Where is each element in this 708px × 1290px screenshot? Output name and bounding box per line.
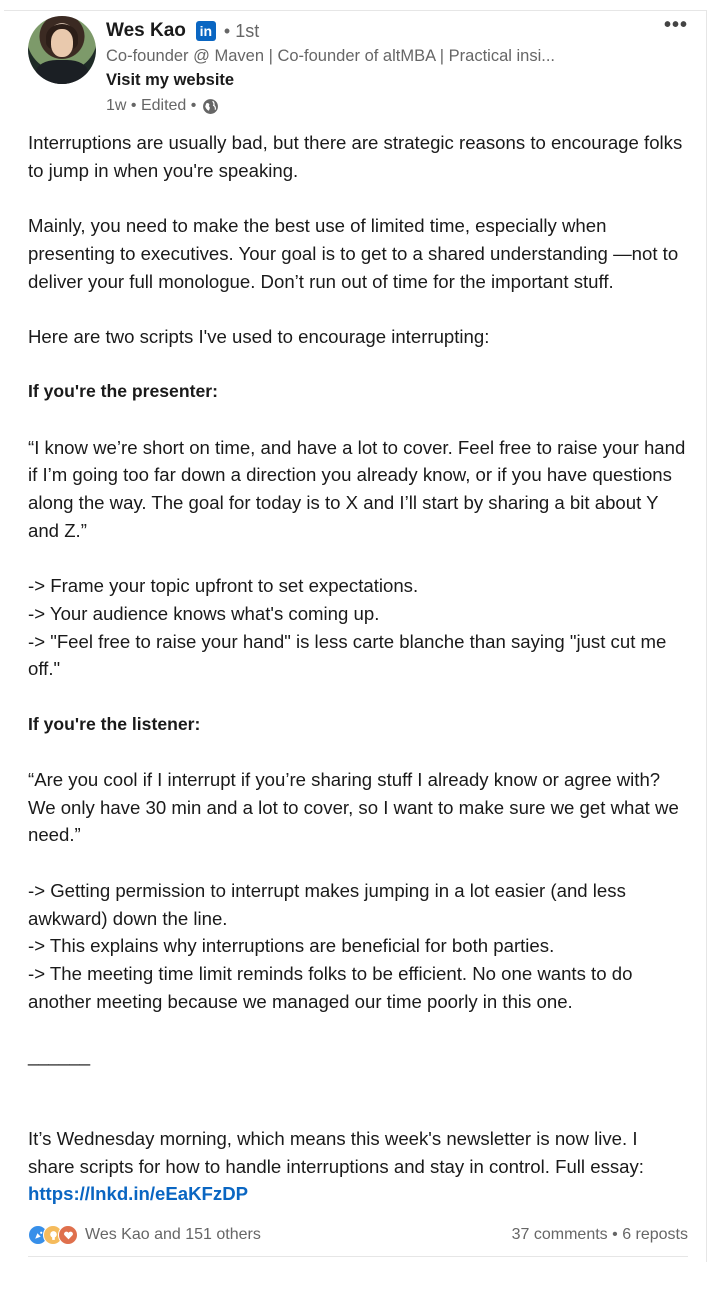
author-name-row	[106, 18, 666, 44]
post-paragraph: Here are two scripts I've used to encourage interrupting:	[28, 325, 490, 347]
globe-icon	[202, 98, 219, 115]
list-item: -> This explains why interruptions are beneficial for both parties.	[28, 935, 555, 957]
more-options-icon[interactable]: •••	[663, 14, 688, 36]
list-item: -> Getting permission to interrupt makes jumping in a lot easier (and less awkward) down the line.	[28, 879, 626, 929]
list-item: -> Frame your topic upfront to set expectations.	[28, 575, 419, 597]
outro-text: It’s Wednesday morning, which means this week's newsletter is now live. I share scripts for how to handle interruptions and stay in control. Full essay:	[28, 1128, 644, 1177]
visit-website-link[interactable]: Visit my website	[106, 71, 235, 89]
presenter-heading: If you're the presenter:	[28, 381, 218, 402]
list-item: -> The meeting time limit reminds folks to be efficient. No one wants to do another meeting because we managed our time poorly in this one.	[28, 962, 633, 1012]
post-time: 1w • Edited •	[106, 97, 197, 114]
post-body	[28, 129, 688, 1236]
reposts-count[interactable]: 6 reposts	[622, 1226, 688, 1243]
divider: ______	[28, 1045, 91, 1067]
essay-link[interactable]: https://lnkd.in/eEaKFzDP	[28, 1183, 249, 1205]
comments-count[interactable]: 37 comments	[511, 1226, 608, 1243]
listener-heading: If you're the listener:	[28, 713, 201, 734]
listener-script: “Are you cool if I interrupt if you’re sharing stuff I already know or agree with? We only have 30 min and a lot to cover, so I want to make sure we get what we need.”	[28, 769, 679, 846]
social-counts	[28, 1222, 688, 1248]
post-paragraph: Mainly, you need to make the best use of limited time, especially when presenting to executives. Your goal is to get to a shared understanding —not to deliver your full monologue. Don’t run out of time for the important stuff.	[28, 215, 679, 292]
presenter-script: “I know we’re short on time, and have a lot to cover. Feel free to raise your hand if I’m going too far down a direction you already know, or if you have questions along the way. The goal for today is to X and I’ll start by sharing a bit about Y and Z.”	[28, 436, 686, 541]
author-name[interactable]: Wes Kao	[106, 20, 186, 41]
list-item: -> Your audience knows what's coming up.	[28, 602, 380, 624]
engagement-counts	[512, 1226, 688, 1244]
author-meta	[106, 18, 666, 119]
author-headline: Co-founder @ Maven | Co-founder of altMBA | Practical insi...	[106, 47, 556, 65]
love-icon	[58, 1225, 78, 1245]
separator: •	[612, 1226, 618, 1243]
avatar-shirt	[36, 60, 88, 84]
avatar-face	[51, 29, 73, 57]
avatar[interactable]	[28, 16, 96, 84]
list-item: -> "Feel free to raise your hand" is less carte blanche than saying "just cut me off."	[28, 630, 667, 680]
listener-points	[28, 877, 688, 1016]
post-paragraph: Interruptions are usually bad, but there are strategic reasons to encourage folks to jump in when you're speaking.	[28, 132, 683, 181]
post-time-row	[106, 93, 666, 119]
reaction-count: Wes Kao and 151 others	[85, 1226, 261, 1243]
connection-degree: • 1st	[223, 20, 260, 41]
presenter-points	[28, 572, 688, 683]
linkedin-icon: in	[196, 21, 216, 41]
reactions-summary[interactable]	[28, 1225, 261, 1245]
outro	[28, 1125, 688, 1208]
divider-line	[28, 1256, 688, 1257]
